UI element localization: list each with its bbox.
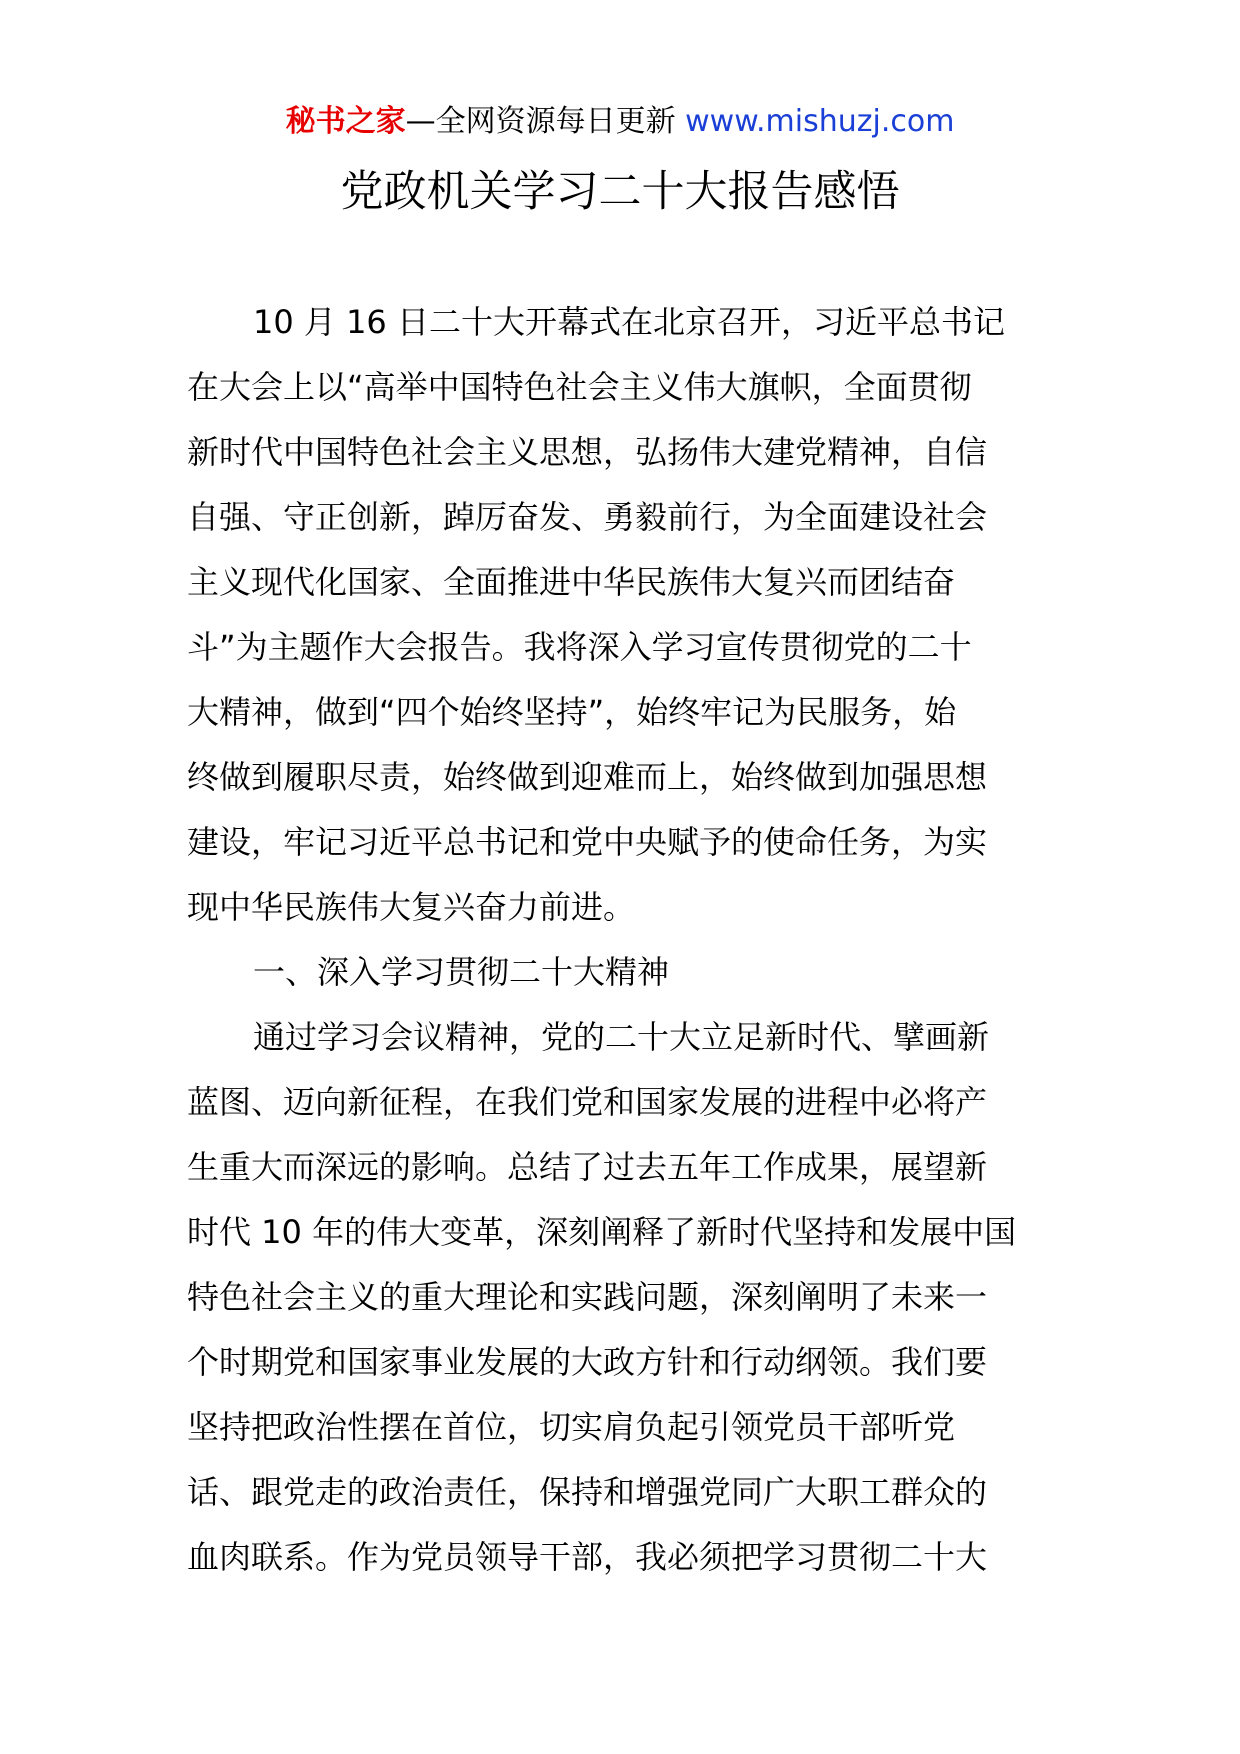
text-line: 个时期党和国家事业发展的大政方针和行动纲领。我们要: [187, 1343, 988, 1381]
text-line: 斗”为主题作大会报告。我将深入学习宣传贯彻党的二十: [187, 628, 972, 666]
text-line: 现中华民族伟大复兴奋力前进。: [187, 888, 636, 926]
text-line: 话、跟党走的政治责任，保持和增强党同广大职工群众的: [187, 1473, 988, 1511]
text-line: 建设，牢记习近平总书记和党中央赋予的使命任务，为实: [187, 823, 988, 861]
text-line: 特色社会主义的重大理论和实践问题，深刻阐明了未来一: [187, 1278, 988, 1316]
site-header: [0, 100, 1240, 144]
text-line: 生重大而深远的影响。总结了过去五年工作成果，展望新: [187, 1148, 988, 1186]
text-line: 坚持把政治性摆在首位，切实肩负起引领党员干部听党: [187, 1408, 956, 1446]
text-line: 大精神，做到“四个始终坚持”，始终牢记为民服务，始: [187, 693, 957, 731]
site-brand: 秘书之家: [285, 104, 406, 139]
text-line: 在大会上以“高举中国特色社会主义伟大旗帜，全面贯彻: [187, 368, 972, 406]
text-line: 通过学习会议精神，党的二十大立足新时代、擘画新: [253, 1018, 990, 1056]
text-line: 自强、守正创新，踔厉奋发、勇毅前行，为全面建设社会: [187, 498, 988, 536]
section-heading: 一、深入学习贯彻二十大精神: [253, 953, 670, 991]
text-line: 新时代中国特色社会主义思想，弘扬伟大建党精神，自信: [187, 433, 988, 471]
text-line: 终做到履职尽责，始终做到迎难而上，始终做到加强思想: [187, 758, 988, 796]
text-line: 10 月 16 日二十大开幕式在北京召开，习近平总书记: [253, 303, 1005, 341]
site-url[interactable]: www.mishuzj.com: [685, 104, 955, 139]
text-line: 主义现代化国家、全面推进中华民族伟大复兴而团结奋: [187, 563, 956, 601]
text-line: 血肉联系。作为党员领导干部，我必须把学习贯彻二十大: [187, 1538, 988, 1576]
document-title: 党政机关学习二十大报告感悟: [340, 167, 900, 217]
text-line: 蓝图、迈向新征程，在我们党和国家发展的进程中必将产: [187, 1083, 988, 1121]
document-body: [187, 290, 1054, 1590]
site-tagline: —全网资源每日更新: [405, 104, 686, 139]
text-line: 时代 10 年的伟大变革，深刻阐释了新时代坚持和发展中国: [187, 1213, 1017, 1251]
